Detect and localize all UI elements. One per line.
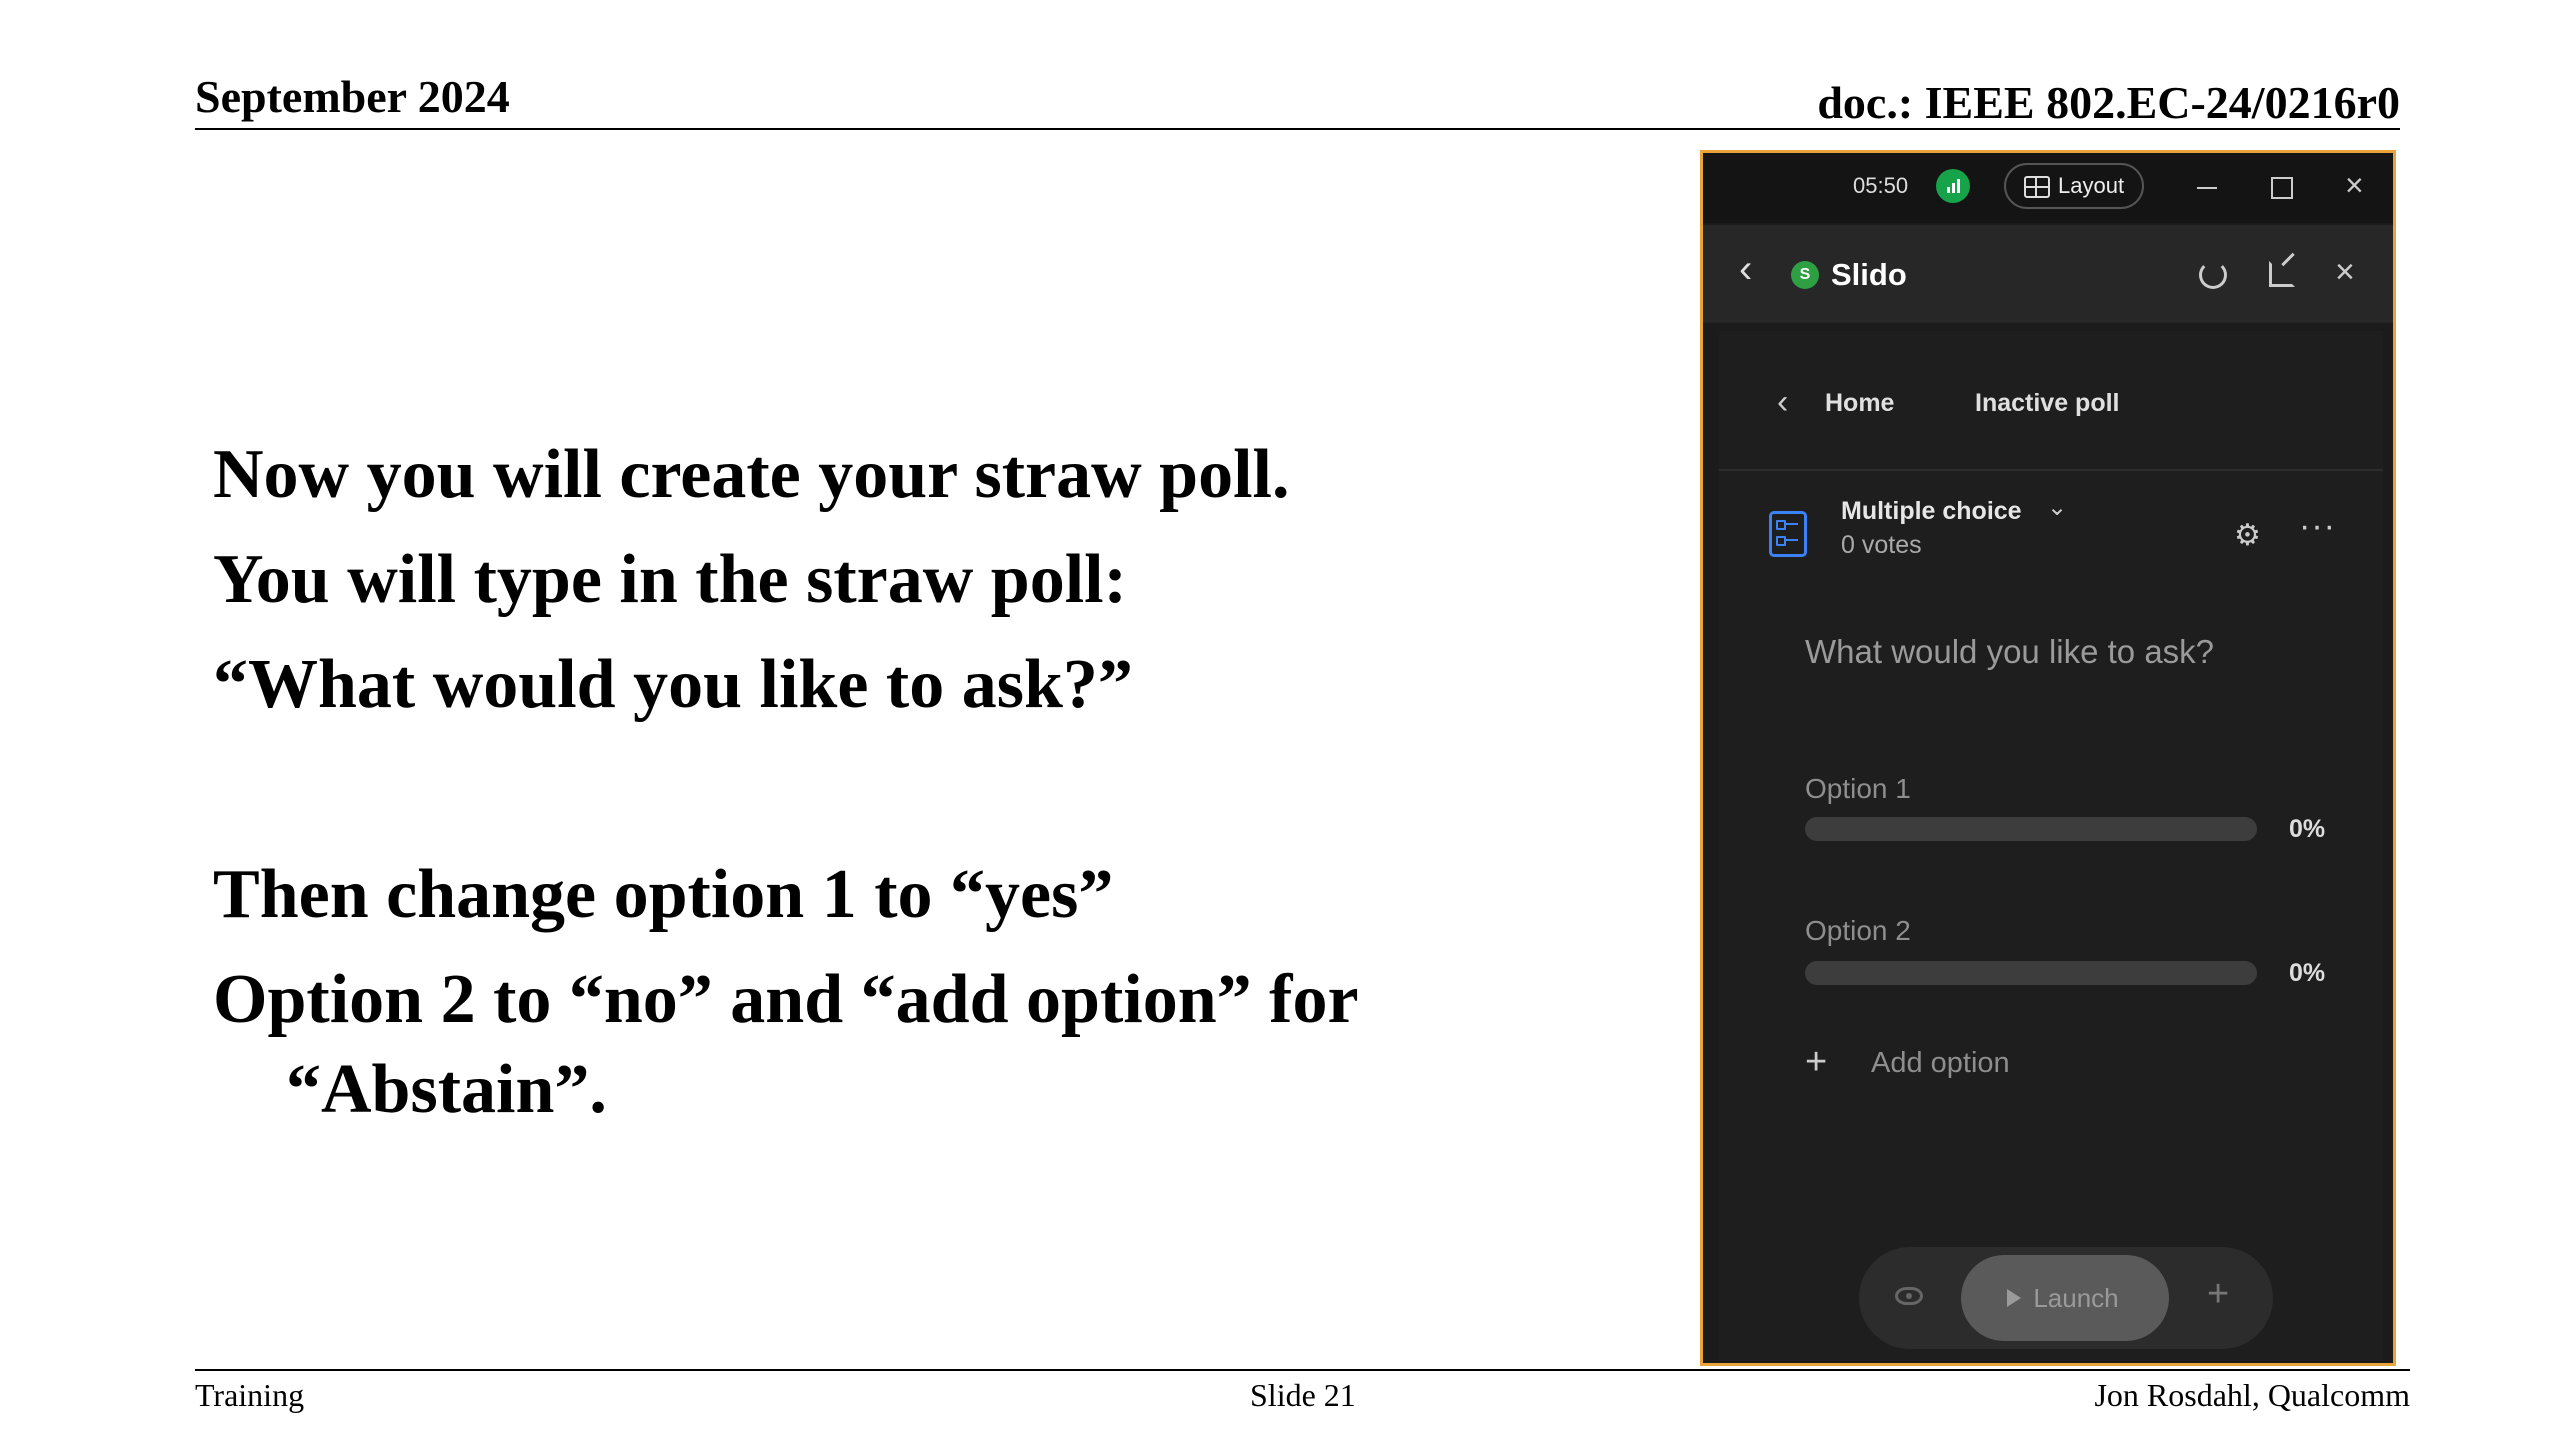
poll-editor — [1719, 331, 2383, 1361]
header-rule — [195, 128, 2400, 130]
slido-logo-icon: S — [1791, 261, 1819, 289]
slido-window — [1700, 150, 2396, 1366]
eye-icon[interactable] — [1895, 1287, 1923, 1305]
slido-header-bar — [1703, 225, 2393, 323]
body-paragraph-5: Option 2 to “no” and “add option” for “Abstain”. — [213, 961, 1358, 1128]
window-close-icon[interactable]: × — [2345, 167, 2364, 203]
layout-grid-icon — [2024, 176, 2050, 198]
clock-time: 05:50 — [1853, 173, 1909, 198]
question-input[interactable]: What would you like to ask? — [1805, 633, 2215, 670]
option-1-percent: 0% — [2289, 815, 2326, 843]
launch-toolbar — [1859, 1247, 2273, 1349]
signal-icon[interactable] — [1936, 169, 1970, 203]
layout-label: Layout — [2058, 173, 2125, 198]
body-paragraph-3: “What would you like to ask?” — [213, 646, 1133, 723]
add-option-plus-icon[interactable]: + — [1805, 1041, 1828, 1083]
body-paragraph-1: Now you will create your straw poll. — [213, 436, 1290, 513]
home-chevron-icon[interactable]: ‹ — [1777, 383, 1789, 421]
chevron-down-icon[interactable]: ⌄ — [2047, 494, 2068, 521]
layout-button[interactable] — [2004, 163, 2144, 209]
option-2-input[interactable]: Option 2 — [1805, 915, 1911, 946]
minimize-icon[interactable] — [2197, 187, 2217, 189]
app-title: Slido — [1831, 257, 1907, 292]
window-titlebar — [1703, 153, 2393, 223]
add-option-button[interactable]: Add option — [1871, 1047, 2010, 1079]
more-options-icon[interactable]: ··· — [2299, 507, 2336, 545]
header-doc-id: doc.: IEEE 802.EC-24/0216r0 — [1817, 77, 2400, 128]
maximize-icon[interactable] — [2271, 177, 2293, 199]
play-icon — [2007, 1289, 2021, 1307]
poll-nav — [1719, 331, 2383, 471]
body-paragraph-4: Then change option 1 to “yes” — [213, 856, 1114, 933]
option-2-bar — [1805, 961, 2257, 985]
poll-type-dropdown[interactable]: Multiple choice — [1841, 497, 2022, 525]
launch-label: Launch — [2033, 1283, 2119, 1313]
body-paragraph-2: You will type in the straw poll: — [213, 541, 1127, 618]
add-poll-plus-icon[interactable]: + — [2207, 1273, 2230, 1315]
slide-body — [213, 430, 1613, 1135]
option-1-input[interactable]: Option 1 — [1805, 773, 1911, 804]
popout-icon[interactable] — [2269, 261, 2295, 287]
footer-slide-number: Slide 21 — [1250, 1377, 1356, 1413]
nav-home-link[interactable]: Home — [1825, 389, 1895, 417]
panel-close-icon[interactable]: × — [2335, 253, 2355, 291]
launch-button[interactable] — [1961, 1255, 2169, 1341]
multiple-choice-icon — [1769, 511, 1807, 557]
footer-left: Training — [195, 1377, 305, 1413]
poll-status: Inactive poll — [1975, 389, 2120, 417]
vote-count: 0 votes — [1841, 531, 1922, 559]
refresh-icon[interactable] — [2199, 261, 2227, 289]
header-date: September 2024 — [195, 71, 510, 122]
option-1-bar — [1805, 817, 2257, 841]
footer-author: Jon Rosdahl, Qualcomm — [2094, 1377, 2410, 1413]
back-chevron-icon[interactable]: ‹ — [1739, 247, 1753, 291]
option-2-percent: 0% — [2289, 959, 2326, 987]
footer-rule — [195, 1369, 2410, 1371]
gear-icon[interactable]: ⚙ — [2234, 519, 2261, 552]
